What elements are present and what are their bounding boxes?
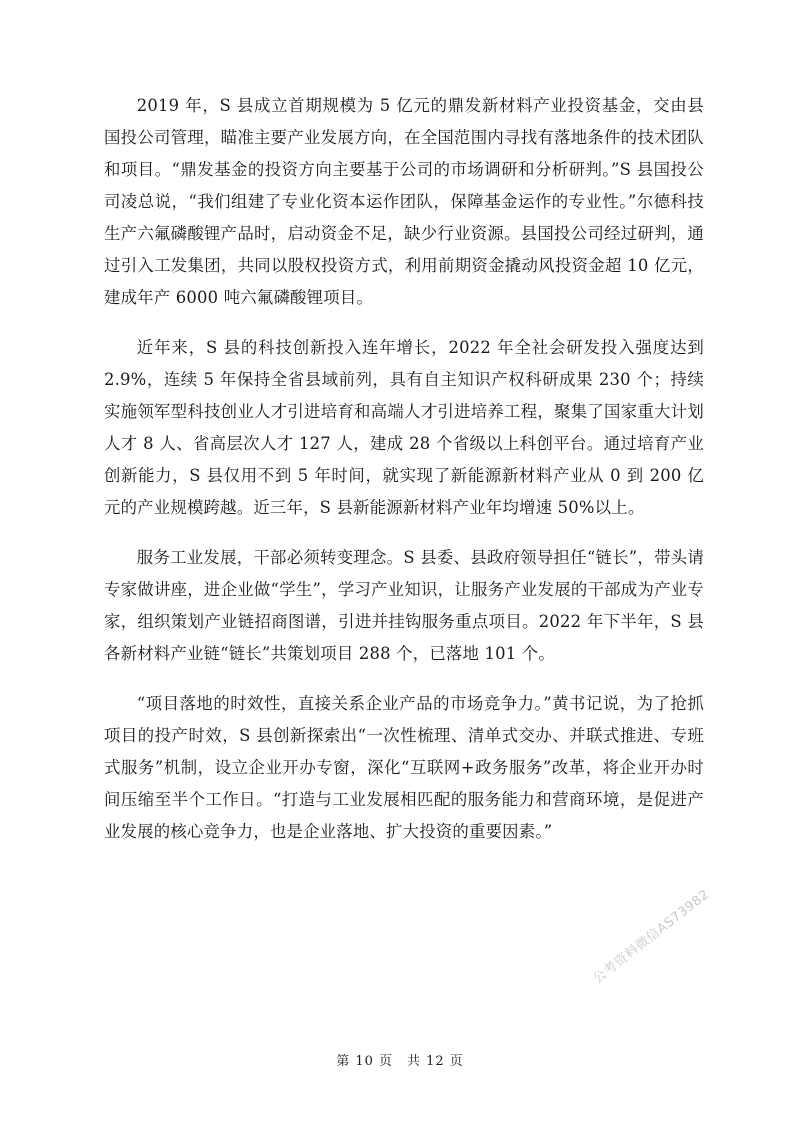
watermark-text: 公考资料微信AS73982 [590, 887, 713, 987]
paragraph-3: 服务工业发展，干部必须转变理念。S 县委、县政府领导担任“链长”，带头请专家做讲座，进企业做“学生”，学习产业知识，让服务产业发展的干部成为产业专家，组织策划产业链招商图谱，引进并挂钩服务重点项目。2022 年下半年，S 县各新材料产业链“链长”共策划项目 288 个，已落地 101 个。 [104, 548, 704, 663]
document-body [104, 90, 704, 848]
paragraph-4: “项目落地的时效性，直接关系企业产品的市场竞争力。”黄书记说，为了抢抓项目的投产时效，S 县创新探索出“一次性梳理、清单式交办、并联式推进、专班式服务”机制，设立企业开办专窗，深化“互联网+政务服务”改革，将企业开办时间压缩至半个工作日。“打造与工业发展相匹配的服务能力和营商环境，是促进产业发展的核心竞争力，也是企业落地、扩大投资的重要因素。” [104, 694, 704, 841]
paragraph-1: 2019 年，S 县成立首期规模为 5 亿元的鼎发新材料产业投资基金，交由县国投公司管理，瞄准主要产业发展方向，在全国范围内寻找有落地条件的技术团队和项目。“鼎发基金的投资方向主要基于公司的市场调研和分析研判。”S 县国投公司凌总说，“我们组建了专业化资本运作团队，保障基金运作的专业性。”尔德科技生产六氟磷酸锂产品时，启动资金不足，缺少行业资源。县国投公司经过研判，通过引入工发集团，共同以股权投资方式，利用前期资金撬动风投资金超 10 亿元，建成年产 6000 吨六氟磷酸锂项目。 [104, 96, 704, 307]
paragraph-2: 近年来，S 县的科技创新投入连年增长，2022 年全社会研发投入强度达到 2.9%，连续 5 年保持全省县域前列，具有自主知识产权科研成果 230 个；持续实施领军型科技创业人才引进培育和高端人才引进培养工程，聚集了国家重大计划人才 8 人、省高层次人才 127 人，建成 28 个省级以上科创平台。通过培育产业创新能力，S 县仅用不到 5 年时间，就实现了新能源新材料产业从 0 到 200 亿元的产业规模跨越。近三年，S 县新能源新材料产业年均增速 50%以上。 [104, 338, 704, 517]
page-number-footer: 第 10 页 共 12 页 [336, 1054, 464, 1069]
